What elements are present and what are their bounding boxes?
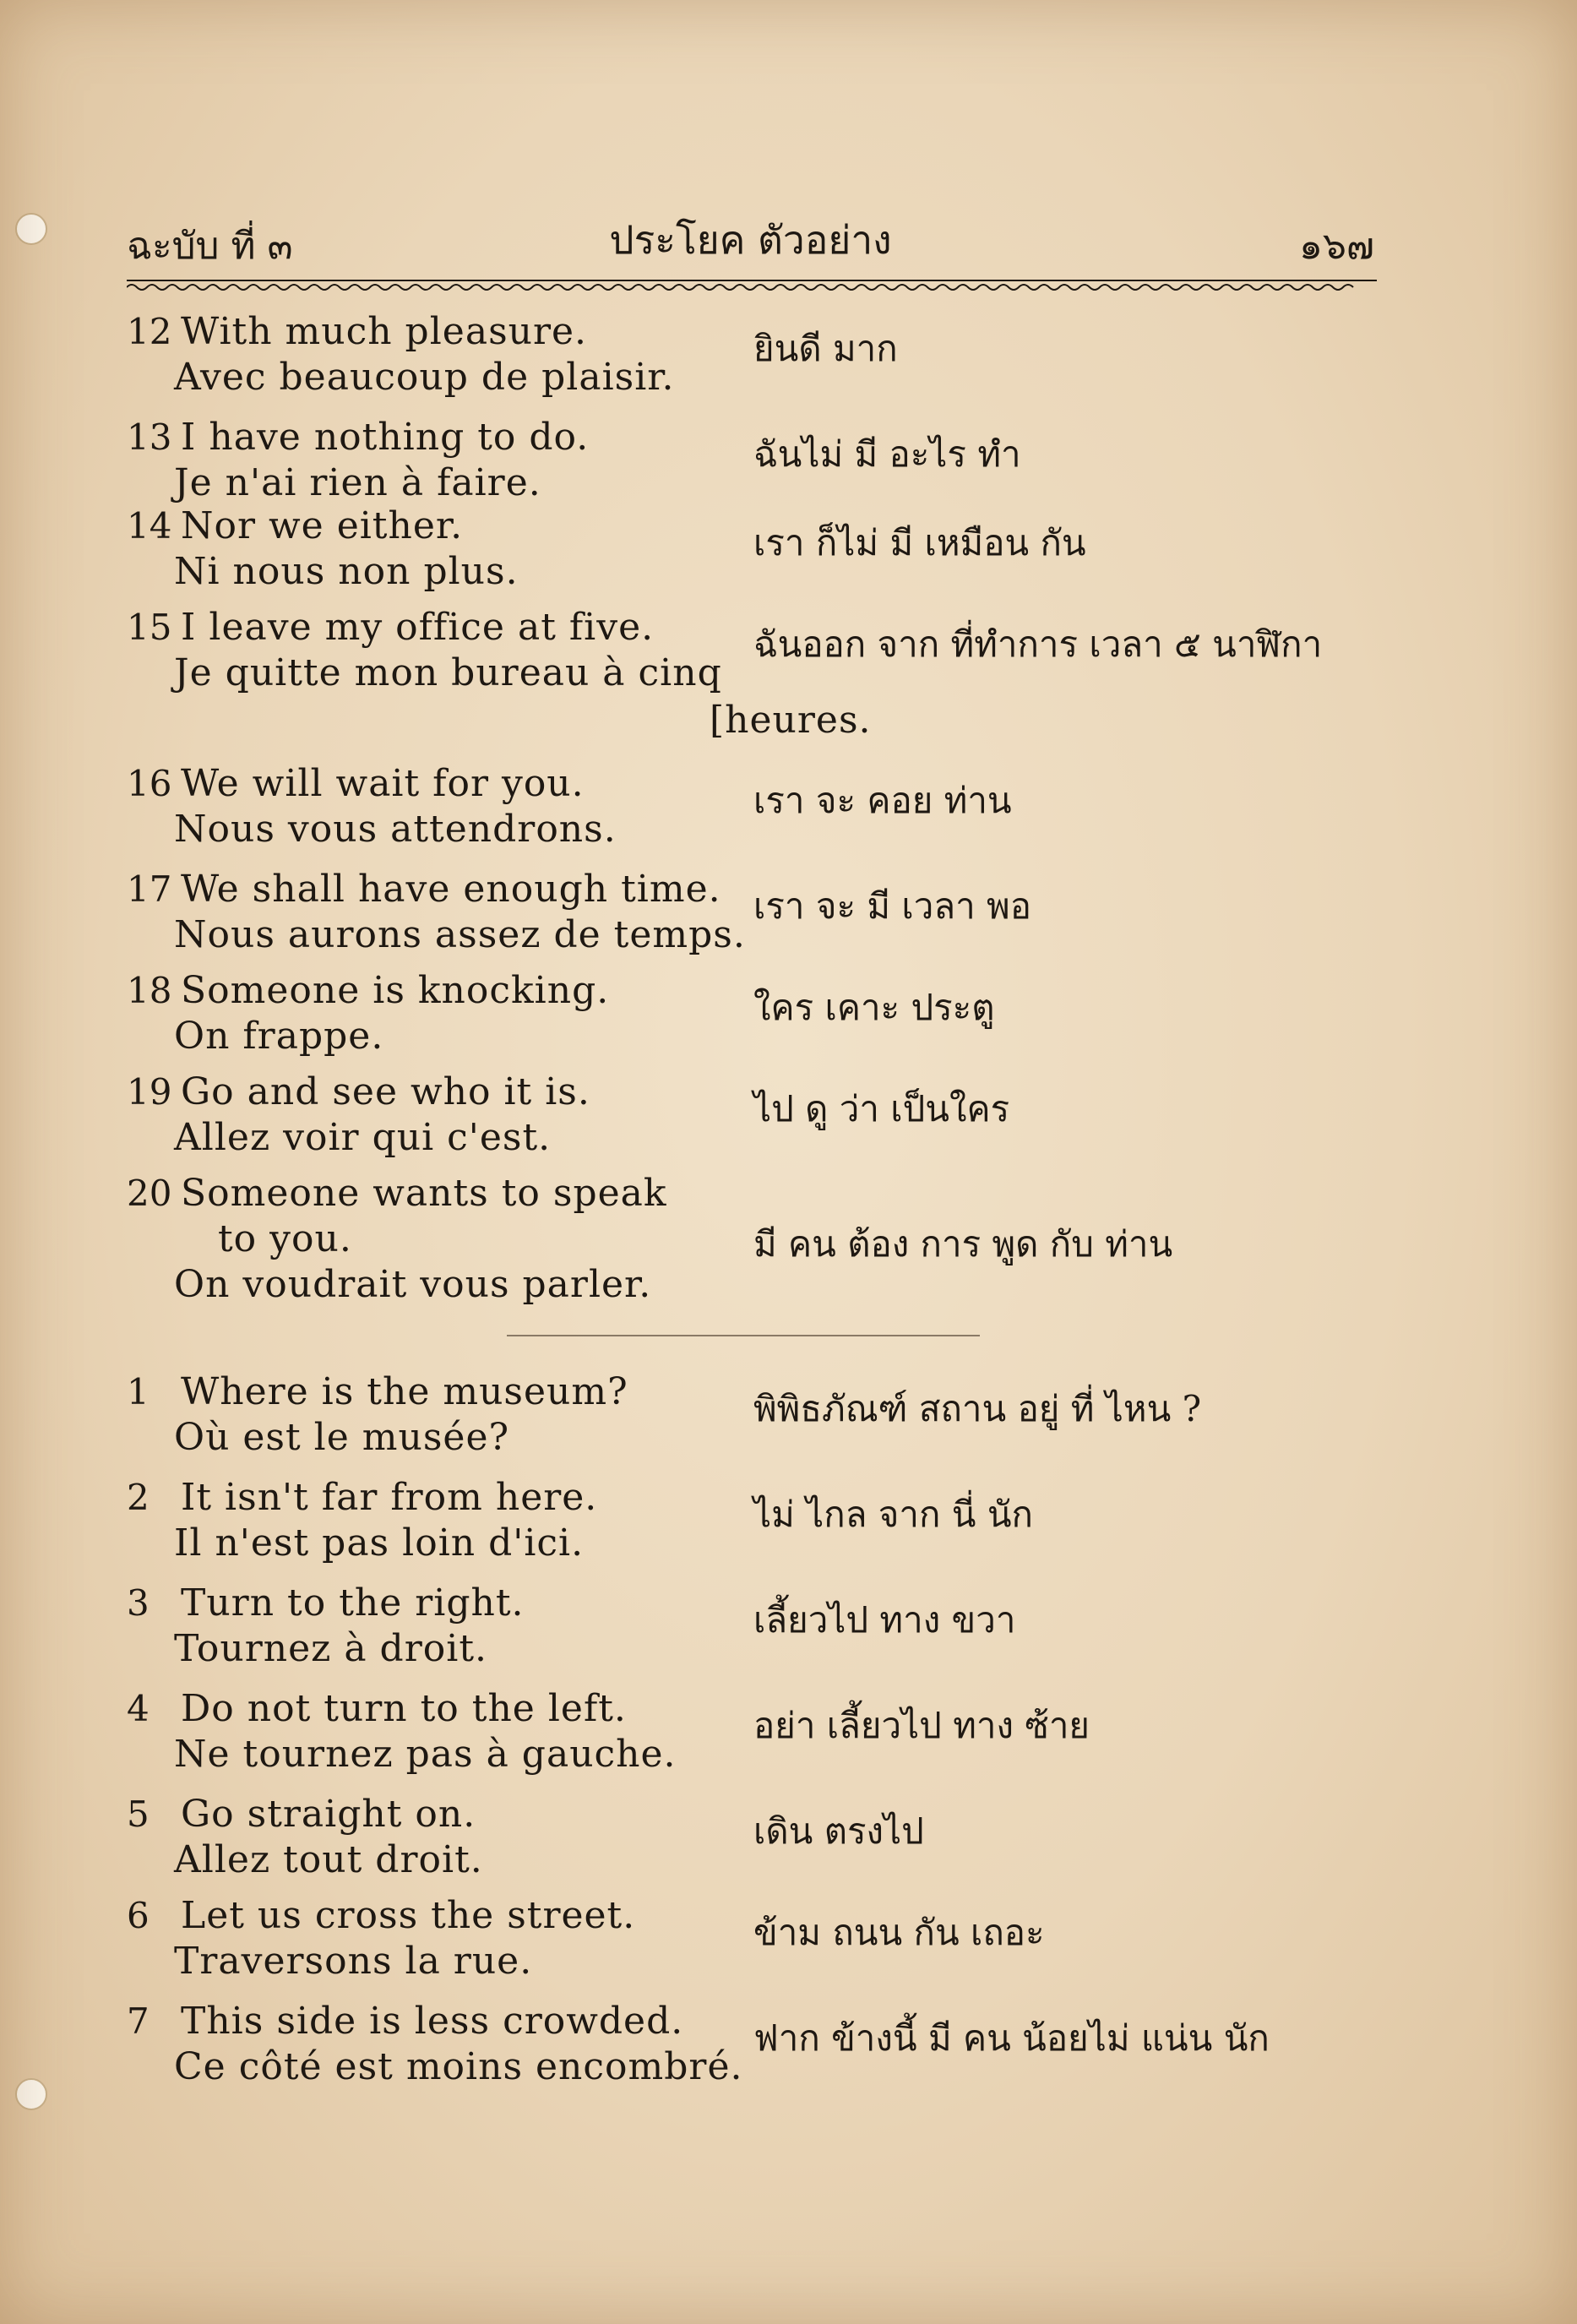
thai-text: มี คน ต้อง การ พูด กับ ท่าน [753, 1223, 1173, 1265]
header-rule [127, 277, 1377, 292]
entry-number: 19 [127, 1071, 172, 1113]
english-text: With much pleasure. [181, 310, 588, 353]
english-text: This side is less crowded. [181, 2000, 684, 2043]
english-text: Someone is knocking. [181, 969, 610, 1012]
thai-text: เดิน ตรงไป [753, 1810, 924, 1852]
phrase-entry [127, 1791, 1529, 1884]
edition-label: ฉะบับ ที่ ๓ [127, 225, 293, 268]
french-text: Ni nous non plus. [174, 550, 519, 593]
entry-number: 16 [127, 763, 172, 804]
phrase-entry [127, 1998, 1529, 2091]
binding-hole [15, 213, 47, 245]
english-text: Turn to the right. [181, 1581, 525, 1625]
entry-number: 18 [127, 970, 172, 1011]
thai-text: เรา จะ มี เวลา พอ [753, 885, 1031, 927]
english-text: Nor we either. [181, 504, 464, 547]
entry-number: 13 [127, 416, 172, 458]
thai-text: ยินดี มาก [753, 328, 898, 369]
french-text: Allez voir qui c'est. [174, 1116, 552, 1159]
page-header [127, 210, 1374, 269]
english-text: Do not turn to the left. [181, 1687, 627, 1730]
phrase-entry [127, 503, 1529, 596]
entry-number: 15 [127, 607, 172, 648]
french-continuation: [heures. [710, 699, 872, 742]
thai-text: ไม่ ไกล จาก นี่ นัก [753, 1494, 1033, 1535]
french-text: Allez tout droit. [174, 1838, 483, 1881]
thai-text: พิพิธภัณฑ์ สถาน อยู่ ที่ ไหน ? [753, 1388, 1202, 1429]
english-text: We will wait for you. [181, 762, 585, 805]
entry-number: 4 [127, 1688, 150, 1729]
thai-text: ฉันออก จาก ที่ทำการ เวลา ๕ นาฬิกา [753, 623, 1323, 665]
french-text: Il n'est pas loin d'ici. [174, 1521, 585, 1565]
english-text: It isn't far from here. [181, 1476, 598, 1519]
entry-number: 5 [127, 1793, 150, 1835]
phrase-entry [127, 967, 1529, 1060]
phrase-entry [127, 604, 1529, 748]
phrase-entry [127, 1580, 1529, 1673]
phrase-entry [127, 414, 1529, 507]
english-text: Let us cross the street. [181, 1894, 636, 1937]
entry-number: 12 [127, 311, 172, 352]
thai-text: อย่า เลี้ยวไป ทาง ซ้าย [753, 1705, 1090, 1746]
section-divider [507, 1335, 980, 1336]
french-text: Nous aurons assez de temps. [174, 913, 746, 956]
entry-number: 2 [127, 1477, 150, 1518]
english-text: Where is the museum? [181, 1370, 628, 1413]
english-continuation: to you. [218, 1217, 352, 1260]
entry-number: 1 [127, 1371, 150, 1412]
phrase-entry [127, 1369, 1529, 1461]
entry-number: 3 [127, 1582, 150, 1624]
french-text: Ce côté est moins encombré. [174, 2045, 743, 2088]
thai-text: เรา ก็ไม่ มี เหมือน กัน [753, 522, 1086, 563]
phrase-entry [127, 1474, 1529, 1567]
phrase-entry [127, 760, 1529, 853]
french-text: Je quitte mon bureau à cinq [174, 651, 722, 694]
binding-hole [15, 2078, 47, 2110]
phrase-entry [127, 1069, 1529, 1162]
thai-text: ไป ดู ว่า เป็นใคร [753, 1088, 1010, 1129]
thai-text: เรา จะ คอย ท่าน [753, 780, 1012, 821]
page-number: ๑๖๗ [1299, 225, 1374, 268]
phrase-entry [127, 308, 1529, 401]
french-text: Tournez à droit. [174, 1627, 487, 1670]
entry-number: 7 [127, 2000, 150, 2042]
french-text: On voudrait vous parler. [174, 1263, 652, 1306]
english-text: Someone wants to speak [181, 1172, 667, 1215]
french-text: Traversons la rue. [174, 1940, 533, 1983]
french-text: Ne tournez pas à gauche. [174, 1733, 677, 1776]
french-text: Où est le musée? [174, 1416, 510, 1459]
thai-text: ฉันไม่ มี อะไร ทำ [753, 433, 1021, 475]
english-text: We shall have enough time. [181, 868, 721, 911]
french-text: Avec beaucoup de plaisir. [174, 356, 675, 399]
page-title: ประโยค ตัวอย่าง [609, 217, 892, 263]
entry-number: 20 [127, 1173, 172, 1214]
thai-text: ใคร เคาะ ประตู [753, 987, 995, 1028]
english-text: Go and see who it is. [181, 1070, 590, 1113]
phrase-entry [127, 1170, 1529, 1314]
phrase-entry [127, 1685, 1529, 1778]
phrase-entry [127, 866, 1529, 959]
entry-number: 17 [127, 868, 172, 910]
phrase-entry [127, 1892, 1529, 1985]
entry-number: 14 [127, 505, 172, 547]
english-text: Go straight on. [181, 1793, 476, 1836]
english-text: I have nothing to do. [181, 416, 590, 459]
thai-text: ฟาก ข้างนี้ มี คน น้อยไม่ แน่น นัก [753, 2017, 1270, 2059]
thai-text: เลี้ยวไป ทาง ขวา [753, 1599, 1016, 1641]
english-text: I leave my office at five. [181, 606, 655, 649]
entry-number: 6 [127, 1895, 150, 1936]
french-text: On frappe. [174, 1015, 384, 1058]
thai-text: ข้าม ถนน กัน เถอะ [753, 1912, 1045, 1953]
french-text: Je n'ai rien à faire. [174, 461, 541, 504]
french-text: Nous vous attendrons. [174, 808, 617, 851]
